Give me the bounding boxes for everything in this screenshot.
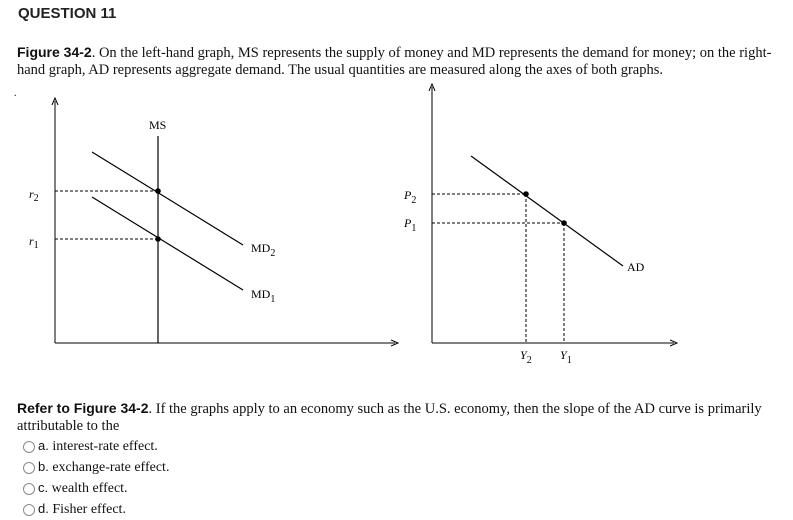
figure-description-text: . On the left-hand graph, MS represents the supply of money and MD represents the demand for money; on the right-hand graph, AD represents aggregate demand. The usual quantities are measured along the axes of both graphs. [17,45,772,78]
y2-label-sub: 2 [526,355,532,366]
ms-label: MS [149,118,167,132]
ad-point-p2 [523,191,529,197]
choice-d[interactable] [23,499,169,520]
p2-label-main: P [404,188,412,202]
choice-d-text: Fisher effect. [48,502,126,517]
choice-b-letter: b. [38,459,49,474]
choice-c-text: wealth effect. [48,481,128,496]
r1-label-main: r [29,234,34,248]
r2-label-main: r [29,187,34,201]
p1-label [403,216,416,234]
y2-label-main: Y [520,348,527,362]
choice-d-label [38,501,126,518]
md2-label [251,241,275,259]
md1-curve [92,197,243,290]
ad-label: AD [627,260,645,274]
choice-a-label [38,438,158,455]
aggregate-demand-graph [403,87,674,366]
r2-label [29,187,39,204]
ad-point-p1 [561,220,567,226]
md2-label-sub: 2 [270,248,276,259]
r1-label-sub: 1 [33,240,39,251]
radio-button-c[interactable] [23,483,35,495]
equilibrium-point-r1 [155,236,161,242]
choice-d-letter: d. [38,501,49,516]
choice-c-letter: c. [38,480,49,495]
r2-label-sub: 2 [33,193,39,204]
choice-b[interactable] [23,457,169,478]
y2-label [520,348,532,366]
ad-curve [471,156,623,266]
p2-label-sub: 2 [411,195,417,206]
y1-label-main: Y [560,348,567,362]
p1-label-main: P [404,216,412,230]
choice-b-text: exchange-rate effect. [48,460,170,475]
prompt-text: . If the graphs apply to an economy such as the U.S. economy, then the slope of the AD curve is primarily attributable to the [17,401,762,434]
md2-curve [92,152,243,245]
choice-b-label [38,459,169,476]
md1-label [251,287,275,305]
choice-a-text: interest-rate effect. [48,439,158,454]
prompt-lead: Refer to [17,400,74,416]
radio-button-d[interactable] [23,504,35,516]
radio-button-a[interactable] [23,441,35,453]
prompt-figure-reference: Figure 34-2 [73,400,149,416]
stray-dot: . [14,88,17,99]
md1-label-main: MD [251,287,271,301]
choice-a[interactable] [23,436,169,457]
choice-a-letter: a. [38,438,49,453]
answer-choices [23,436,169,520]
radio-button-b[interactable] [23,462,35,474]
money-market-graph [29,101,395,343]
r1-label [29,234,39,251]
y1-label-sub: 1 [566,355,572,366]
choice-c-label [38,480,128,497]
equilibrium-point-r2 [155,188,161,194]
choice-c[interactable] [23,478,169,499]
md1-label-sub: 1 [270,294,276,305]
p2-label [403,188,416,206]
p1-label-sub: 1 [411,223,417,234]
question-prompt [17,400,787,435]
md2-label-main: MD [251,241,271,255]
figure-reference: Figure 34-2 [17,44,92,60]
question-header: QUESTION 11 [18,5,117,22]
y1-label [560,348,572,366]
